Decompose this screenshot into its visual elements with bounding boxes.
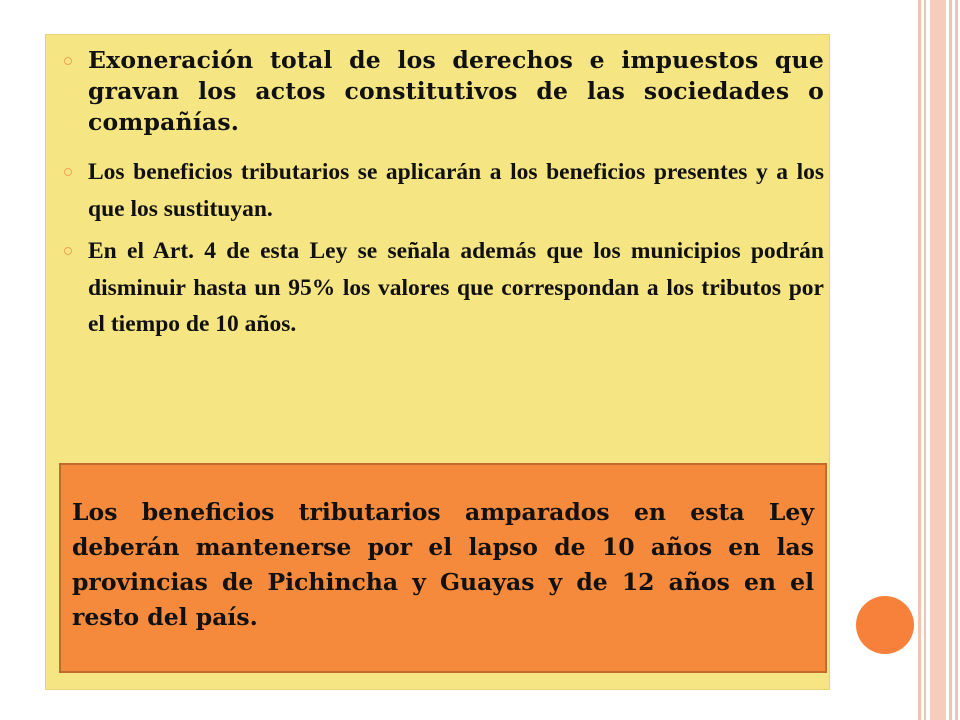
stripe xyxy=(930,0,946,720)
bullet-item xyxy=(64,154,824,227)
stripe xyxy=(955,0,958,720)
bullet-list xyxy=(64,45,824,343)
callout-box xyxy=(59,463,827,673)
bullet-circle-icon xyxy=(64,57,72,65)
callout-text: Los beneficios tributarios amparados en esta Ley deberán mantenerse por el lapso de 10 años en las provincias de Pichincha y Guayas y de 12 años en el resto del país. xyxy=(72,498,814,631)
stripe xyxy=(924,0,926,720)
bullet-item xyxy=(64,45,824,138)
bullet-text: En el Art. 4 de esta Ley se señala además que los municipios podrán disminuir hasta un 95% los valores que correspondan a los tributos por el tiempo de 10 años. xyxy=(88,238,824,337)
bullet-text: Los beneficios tributarios se aplicarán a los beneficios presentes y a los que los sustituyan. xyxy=(88,159,824,222)
bullet-text: Exoneración total de los derechos e impuestos que gravan los actos constitutivos de las sociedades o compañías. xyxy=(88,46,824,136)
stripe xyxy=(918,0,921,720)
bullet-circle-icon xyxy=(64,168,72,176)
decorative-stripes xyxy=(918,0,960,720)
bullet-item xyxy=(64,233,824,343)
decorative-circle xyxy=(856,596,914,654)
stripe xyxy=(949,0,952,720)
bullet-circle-icon xyxy=(64,247,72,255)
